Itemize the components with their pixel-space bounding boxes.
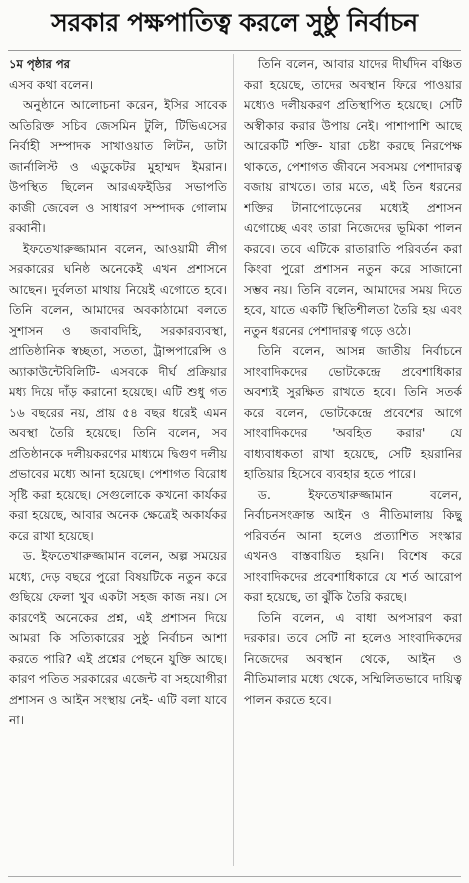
article-column-left (9, 54, 227, 869)
column-divider (233, 54, 234, 866)
article-column-right (244, 54, 462, 869)
article-paragraph: তিনি বলেন, আবার যাদের দীর্ঘদিন বঞ্চিত করা হয়েছে, তাদের অবস্থান ফিরে পাওয়ার মধ্যেও দলীয়করণ প্রতিস্থাপিত হয়েছে। সেটি অস্বীকার করার উপায় নেই। পাশাপাশি আছে আরেকটি শক্তি- যারা চেষ্টা করছে নিরপেক্ষ থাকতে, পেশাগত জীবনে সবসময় পেশাদারত্ব বজায় রাখতে। তার মতে, এই তিন ধরনের শক্তির টানাপোড়েনের মধ্যেই প্রশাসন এগোচ্ছে এবং তারা নিজেদের ভূমিকা পালন করবে। তবে এটিকে রাতারাতি পরিবর্তন করা কিংবা পুরো প্রশাসন নতুন করে সাজানো সম্ভব নয়। তিনি বলেন, আমাদের সময় দিতে হবে, যাতে একটি স্থিতিশীলতা তৈরি হয় এবং নতুন ধরনের পেশাদারত্ব গড়ে ওঠে। (244, 57, 462, 338)
article-headline: সরকার পক্ষপাতিত্ব করলে সুষ্ঠু নির্বাচন (51, 7, 418, 37)
footer-divider (8, 876, 461, 877)
article-paragraph: ইফতেখারুজ্জামান বলেন, আওয়ামী লীগ সরকারের ঘনিষ্ঠ অনেকেই এখন প্রশাসনে আছেন। দুর্বলতা মাথায় নিয়েই এগোতে হবে। তিনি বলেন, আমাদের অবকাঠামো বলতে সুশাসন ও জবাবদিহি, সরকারব্যবস্থা, প্রাতিষ্ঠানিক স্বচ্ছতা, সততা, ট্রান্সপারেন্সি ও অ্যাকাউন্টেবিলিটি- এসবকে দীর্ঘ প্রক্রিয়ার মধ্য দিয়ে দাঁড় করানো হয়েছে। এটি শুধু গত ১৬ বছরের নয়, প্রায় ৫৪ বছর ধরেই এমন অবস্থা তৈরি হয়েছে। তিনি বলেন, সব প্রতিষ্ঠানকে দলীয়করণের মাধ্যমে দ্বিগুণ দলীয় প্রভাবের মধ্যে আনা হয়েছে। পেশাগত বিরোধ সৃষ্টি করা হয়েছে। সেগুলোকে কখনো কার্যকর করা হয়েছে, আবার অনেক ক্ষেত্রেই অকার্যকর করে রাখা হয়েছে। (9, 241, 227, 543)
article-paragraph: অনুষ্ঠানে আলোচনা করেন, ইসির সাবেক অতিরিক্ত সচিব জেসমিন টুলি, টিভিএসের নির্বাহী সম্পাদক সাখাওয়াত লিটন, ডাটা জার্নালিস্ট ও এডুকেটর মুহাম্মদ ইমরান। উপস্থিত ছিলেন আরএফইডির সভাপতি কাজী জেবেল ও সাধারণ সম্পাদক গোলাম রব্বানী। (9, 98, 227, 235)
continued-from-label: ১ম পৃষ্ঠার পর (9, 57, 70, 71)
article-paragraph: এসব কথা বলেন। (9, 77, 94, 92)
article-paragraph: তিনি বলেন, এ বাধা অপসারণ করা দরকার। তবে সেটি না হলেও সাংবাদিকদের নিজেদের অবস্থান থেকে, আইন ও নীতিমালার মধ্যে থেকে, সম্মিলিতভাবে দায়িত্ব পালন করতে হবে। (244, 610, 462, 707)
article-paragraph: ড. ইফতেখারুজ্জামান বলেন, অল্প সময়ের মধ্যে, দেড় বছরে পুরো বিষয়টিকে নতুন করে গুছিয়ে ফেলা খুব একটা সহজ কাজ নয়। সে কারণেই অনেকের প্রশ্ন, এই প্রশাসন দিয়ে আমরা কি সত্যিকারের সুষ্ঠু নির্বাচন আশা করতে পারি? এই প্রশ্নের পেছনে যুক্তি আছে। কারণ পতিত সরকারের এজেন্ট বা সহযোগীরা প্রশাসন ও আইন সংস্থায় নেই- এটি বলা যাবে না। (9, 549, 227, 727)
headline-divider (8, 50, 461, 51)
article-paragraph: ড. ইফতেখারুজ্জামান বলেন, নির্বাচনসংক্রান্ত আইন ও নীতিমালায় কিছু পরিবর্তন আনা হলেও প্রত্যাশিত সংস্কার এখনও বাস্তবায়িত হয়নি। বিশেষ করে সাংবাদিকদের প্রবেশাধিকারে যে শর্ত আরোপ করা হয়েছে, তা ঝুঁকি তৈরি করছে। (244, 487, 462, 604)
article-paragraph: তিনি বলেন, আসন্ন জাতীয় নির্বাচনে সাংবাদিকদের ভোটকেন্দ্রে প্রবেশাধিকার অবশ্যই সুরক্ষিত রাখতে হবে। তিনি সতর্ক করে বলেন, ভোটকেন্দ্রে প্রবেশের আগে সাংবাদিকদের 'অবহিত করার' যে বাধ্যবাধকতা রাখা হয়েছে, সেটি হয়রানির হাতিয়ার হিসেবে ব্যবহার হতে পারে। (244, 344, 462, 481)
